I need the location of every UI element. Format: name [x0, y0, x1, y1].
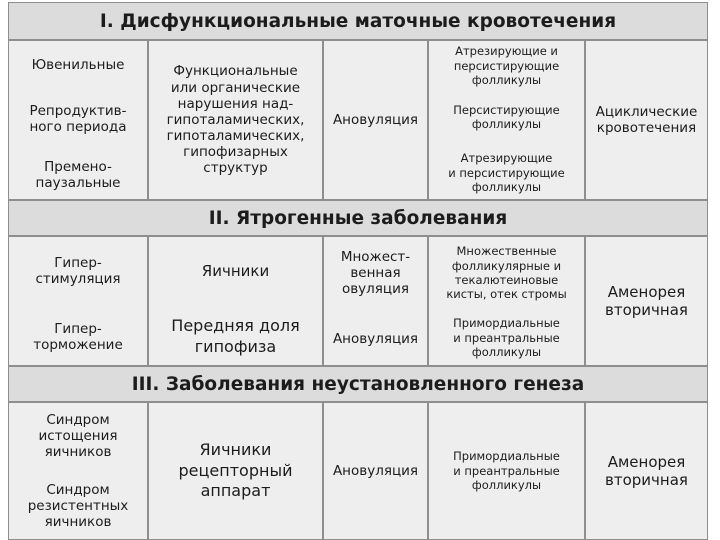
section1-title: I. Дисфункциональные маточные кровотечения — [99, 10, 617, 32]
section2-follicles-cysts: Множественные фолликулярные и текалютеиновые кисты, отек стромы — [446, 244, 567, 302]
section3-organ: Яичники рецепторный аппарат — [178, 439, 293, 501]
section3-left-exhaustion: Синдром истощения яичников — [38, 411, 118, 461]
section1-cause-box — [148, 40, 323, 200]
section3-mechanism-box — [323, 402, 428, 540]
section1-mechanism-box — [323, 40, 428, 200]
section1-cause: Функциональные или органические нарушения над- гипоталамических, гипоталамических, гипофизарных структур — [166, 63, 305, 177]
section3-result: Аменорея вторичная — [605, 453, 688, 489]
section3-follicles-box — [428, 402, 585, 540]
section1-title-box — [8, 2, 708, 40]
section2-mechanism-anovulation: Ановуляция — [332, 330, 419, 347]
section1-follicles-2: Персистирующие фолликулы — [453, 102, 560, 131]
section2-title: II. Ятрогенные заболевания — [208, 207, 508, 229]
section3-result-box — [585, 402, 708, 540]
section1-left-premenopausal: Пременo- паузальные — [35, 158, 121, 191]
section3-mechanism: Ановуляция — [332, 463, 419, 479]
section3-title: III. Заболевания неустановленного генеза — [131, 373, 585, 395]
section2-left-hyperstimulation: Гипер- стимуляция — [35, 254, 121, 287]
section1-result-box — [585, 40, 708, 200]
section2-result-box — [585, 236, 708, 366]
section1-follicles-1: Атрезирующие и персистирующие фолликулы — [453, 44, 560, 88]
section1-follicles-3: Атрезирующие и персистирующие фолликулы — [448, 151, 565, 195]
section3-left-resistance: Синдром резистентных яичников — [27, 481, 129, 531]
section1-left-juvenile: Ювенильные — [31, 56, 125, 73]
section2-mechanism-multiple-ovulation: Множест- венная овуляция — [340, 248, 411, 298]
section3-title-box — [8, 366, 708, 402]
section1-mechanism: Ановуляция — [332, 112, 419, 128]
section1-left-reproductive: Репродуктив- ного периода — [29, 102, 127, 135]
section3-organ-box — [148, 402, 323, 540]
section1-result: Ациклические кровотечения — [595, 103, 698, 136]
section2-organ-pituitary: Передняя доля гипофиза — [171, 316, 300, 356]
section2-left-hyperinhibition: Гипер- торможение — [33, 320, 123, 353]
section3-follicles: Примордиальные и преантральные фолликулы — [453, 449, 560, 493]
section2-title-box — [8, 200, 708, 236]
section2-organ-ovaries: Яичники — [201, 262, 270, 280]
section2-follicles-primordial: Примордиальные и преантральные фолликулы — [453, 316, 560, 360]
section2-result: Аменорея вторичная — [605, 283, 688, 319]
